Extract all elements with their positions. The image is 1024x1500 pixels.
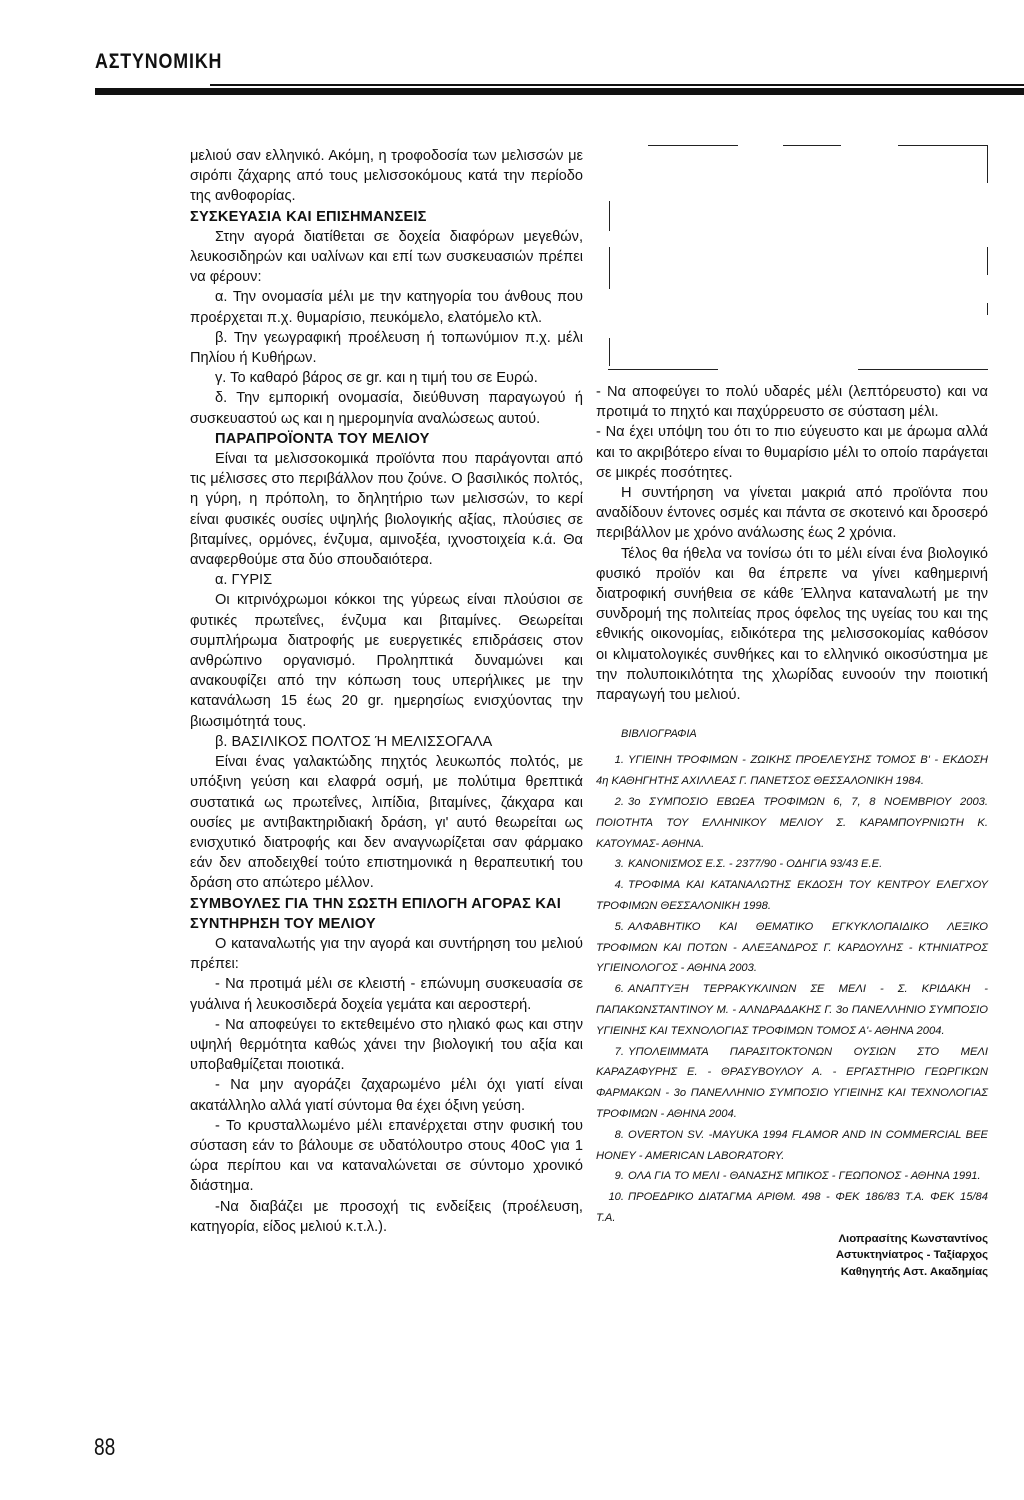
advice-item: - Να αποφεύγει το εκτεθειμένο στο ηλιακό φως και στην υψηλή θερμότητα καθώς χάνει την βιολογική του αξία και υποβαθμίζεται ποιοτικά.: [190, 1016, 583, 1074]
page-number: 88: [94, 1434, 116, 1461]
byproducts-heading: ΠΑΡΑΠΡΟΪΟΝΤΑ ΤΟΥ ΜΕΛΙΟΥ: [215, 430, 430, 447]
packaging-intro: Στην αγορά διατίθεται σε δοχεία διαφόρων μεγεθών, λευκοσιδηρών και υαλίνων και επί των συσκευασιών πρέπει να φέρουν:: [190, 228, 583, 286]
bibliography-item: 4. ΤΡΟΦΙΜΑ ΚΑΙ ΚΑΤΑΝΑΛΩΤΗΣ ΕΚΔΟΣΗ ΤΟΥ ΚΕΝΤΡΟΥ ΕΛΕΓΧΟΥ ΤΡΟΦΙΜΩΝ ΘΕΣΣΑΛΟΝΙΚΗ 1998.: [596, 879, 988, 913]
label-item-c: γ. Το καθαρό βάρος σε gr. και η τιμή του σε Ευρώ.: [215, 370, 538, 387]
image-placeholder-frame: [608, 145, 988, 370]
advice-item: - Να προτιμά μέλι σε κλειστή - επώνυμη συσκευασία σε γυάλινα ή λευκοσιδερά δοχεία γεμάτα και αεροστερή.: [190, 976, 583, 1013]
bibliography-item: 5. ΑΛΦΑΒΗΤΙΚΟ ΚΑΙ ΘΕΜΑΤΙΚΟ ΕΓΚΥΚΛΟΠΑΙΔΙΚΟ ΛΕΞΙΚΟ ΤΡΟΦΙΜΩΝ ΚΑΙ ΠΟΤΩΝ - ΑΛΕΞΑΝΔΡΟΣ Γ. ΚΑΡΔΟΥΛΗΣ - ΚΤΗΝΙΑΤΡΟΣ ΥΓΙΕΙΝΟΛΟΓΟΣ - ΑΘΗΝΑ 2003.: [596, 920, 988, 975]
author-name: Λιοπρασίτης Κωνσταντίνος: [838, 1232, 988, 1245]
label-item-d: δ. Την εμπορική ονομασία, διεύθυνση παραγωγού ή συσκευαστού ως και η ημερομηνία αναλώσεως αυτού.: [190, 390, 583, 427]
bibliography-item: 8. OVERTON SV. -MAYUKA 1994 FLAMOR AND IN COMMERCIAL BEE HONEY - AMERICAN LABORATORY.: [596, 1128, 988, 1162]
bibliography-item: 2. 3ο ΣΥΜΠΟΣΙΟ ΕΒΩΕΑ ΤΡΟΦΙΜΩΝ 6, 7, 8 ΝΟΕΜΒΡΙΟΥ 2003. ΠΟΙΟΤΗΤΑ ΤΟΥ ΕΛΛΗΝΙΚΟΥ ΜΕΛΙΟΥ Σ. ΚΑΡΑΜΠΟΥΡΝΙΩΤΗ Κ. ΚΑΤΟΥΜΑΣ- ΑΘΗΝΑ.: [596, 796, 988, 850]
author-position: Καθηγητής Αστ. Ακαδημίας: [840, 1265, 988, 1278]
header-rule: [210, 84, 1024, 86]
advice-item: - Να αποφεύγει το πολύ υδαρές μέλι (λεπτόρευστο) και να προτιμά το πηχτό και παχύρρευστο σε σύσταση μέλι.: [596, 384, 988, 421]
magazine-title: ΑΣΤΥΝΟΜΙΚΗ: [95, 50, 223, 73]
author-rank: Αστυκτηνίατρος - Ταξίαρχος: [835, 1249, 988, 1262]
packaging-heading: ΣΥΣΚΕΥΑΣΙΑ ΚΑΙ ΕΠΙΣΗΜΑΝΣΕΙΣ: [190, 208, 427, 225]
bibliography-item: 3. ΚΑΝΟΝΙΣΜΟΣ Ε.Σ. - 2377/90 - ΟΔΗΓΙΑ 93/43 Ε.Ε.: [614, 858, 883, 871]
pollen-title: α. ΓΥΡΙΣ: [215, 572, 273, 589]
byproducts-paragraph: Είναι τα μελισσοκομικά προϊόντα που παράγονται από τις μέλισσες στο περιβάλλον που ζούνε. Ο βασιλικός πολτός, η γύρη, η πρόπολη, το δηλητήριο των μελισσών, το κερί είναι φυσικές ουσίες υψηλής βιολογικής αξίας, πλούσιες σε βιταμίνες, ορμόνες, ένζυμα, αμινοξέα, ιχνοστοιχεία κ.ά. Θα αναφερθούμε στα δύο σπουδαιότερα.: [190, 451, 583, 569]
advice-intro: Ο καταναλωτής για την αγορά και συντήρηση του μελιού πρέπει:: [190, 935, 583, 973]
intro-paragraph: μελιού σαν ελληνικό. Ακόμη, η τροφοδοσία των μελισσών με σιρόπι ζάχαρης από τους μελισσοκόμους κατά την περίοδο της ανθοφορίας.: [190, 148, 583, 205]
conclusion-paragraph: Τέλος θα ήθελα να τονίσω ότι το μέλι είναι ένα βιολογικό φυσικό προϊόν και θα έπρεπε να γίνει καθημερινή διατροφική συνήθεια σε κάθε Έλληνα καταναλωτή με την συνδρομή της πολιτείας προς όφελος της υγείας του και της εθνικής οικονομίας, ειδικότερα της μελισσοκομίας καθόσον οι κλιματολογικές συνθήκες και το ελληνικό οικοσύστημα με την πολυποικιλότητα της χλωρίδας ευνοούν την ποιοτική παραγωγή του μελιού.: [596, 545, 988, 704]
label-item-a: α. Την ονομασία μέλι με την κατηγορία του άνθους που προέρχεται π.χ. θυμαρίσιο, πευκόμελο, ελατόμελο κτλ.: [190, 289, 583, 326]
bibliography-title: ΒΙΒΛΙΟΓΡΑΦΙΑ: [621, 728, 697, 741]
advice-item: -Να διαβάζει με προσοχή τις ενδείξεις (προέλευση, κατηγορία, είδος μελιού κ.τ.λ.).: [190, 1198, 583, 1235]
storage-paragraph: Η συντήρηση να γίνεται μακριά από προϊόντα που αναδίδουν έντονες οσμές και πάντα σε σκοτεινό και δροσερό περιβάλλον με χρόνο ανάλωσης έως 2 χρόνια.: [596, 485, 988, 542]
bibliography-item: 1. ΥΓΙΕΙΝΗ ΤΡΟΦΙΜΩΝ - ΖΩΙΚΗΣ ΠΡΟΕΛΕΥΣΗΣ ΤΟΜΟΣ Β' - ΕΚΔΟΣΗ 4η ΚΑΘΗΓΗΤΗΣ ΑΧΙΛΛΕΑΣ Γ. ΠΑΝΕΤΣΟΣ ΘΕΣΣΑΛΟΝΙΚΗ 1984.: [596, 754, 988, 788]
pollen-paragraph: Οι κιτρινόχρωμοι κόκκοι της γύρεως είναι πλούσιοι σε φυτικές πρωτεΐνες, ένζυμα και βιταμίνες. Θεωρείται συμπλήρωμα διατροφής με ευεργετικές επιδράσεις στον ανθρώπινο οργανισμό. Προληπτικά δυναμώνει και ανακουφίζει από την κόπωση τους υπερήλικες με την κατανάλωση 15 έως 20 gr. ημερησίως ενισχύοντας την βιωσιμότητά τους.: [190, 592, 583, 730]
bibliography-item: 6. ΑΝΑΠΤΥΞΗ ΤΕΡΡΑΚΥΚΛΙΝΩΝ ΣΕ ΜΕΛΙ - Σ. ΚΡΙΔΑΚΗ - ΠΑΠΑΚΩΝΣΤΑΝΤΙΝΟΥ Μ. - ΑΛΝΔΡΑΔΑΚΗΣ Γ. 3ο ΠΑΝΕΛΛΗΝΙΟ ΣΥΜΠΟΣΙΟ ΥΓΙΕΙΝΗΣ ΚΑΙ ΤΕΧΝΟΛΟΓΙΑΣ ΤΡΟΦΙΜΩΝ ΤΟΜΟΣ Α'- ΑΘΗΝΑ 2004.: [596, 983, 988, 1037]
author-signature: [596, 1231, 988, 1281]
advice-item: - Το κρυσταλλωμένο μέλι επανέρχεται στην φυσική του σύσταση εάν το βάλουμε σε υδατόλουτρο στους 40oC για 1 ώρα περίπου και να καταναλώνεται σε σύντομο χρονικό διάστημα.: [190, 1117, 583, 1195]
bibliography-item: 9. ΟΛΑ ΓΙΑ ΤΟ ΜΕΛΙ - ΘΑΝΑΣΗΣ ΜΠΙΚΟΣ - ΓΕΩΠΟΝΟΣ - ΑΘΗΝΑ 1991.: [614, 1170, 981, 1183]
label-item-b: β. Την γεωγραφική προέλευση ή τοπωνύμιον π.χ. μέλι Πηλίου ή Κυθήρων.: [190, 329, 583, 367]
advice-item: - Να μην αγοράζει ζαχαρωμένο μέλι όχι γιατί είναι ακατάλληλο αλλά γιατί σύντομα θα έχει όξινη γεύση.: [190, 1077, 583, 1114]
right-column: [596, 382, 988, 1280]
header-bar: [95, 88, 1024, 95]
bibliography-item: 7. ΥΠΟΛΕΙΜΜΑΤΑ ΠΑΡΑΣΙΤΟΚΤΟΝΩΝ ΟΥΣΙΩΝ ΣΤΟ ΜΕΛΙ ΚΑΡΑΖΑΦΥΡΗΣ Ε. - ΘΡΑΣΥΒΟΥΛΟΥ Α. - ΕΡΓΑΣΤΗΡΙΟ ΓΕΩΡΓΙΚΩΝ ΦΑΡΜΑΚΩΝ - 3ο ΠΑΝΕΛΛΗΝΙΟ ΣΥΜΠΟΣΙΟ ΥΓΙΕΙΝΗΣ ΚΑΙ ΤΕΧΝΟΛΟΓΙΑΣ ΤΡΟΦΙΜΩΝ - ΑΘΗΝΑ 2004.: [596, 1045, 988, 1120]
bibliography-list: [596, 750, 988, 1228]
left-column: [190, 146, 583, 1237]
royal-jelly-paragraph: Είναι ένας γαλακτώδης πηχτός λευκωπός πολτός, με υπόξινη γεύση και ελαφρά οσμή, με πολύτιμα θρεπτικά συστατικά ως πρωτεΐνες, λιπίδια, βιταμίνες, ζάκχαρα και ουσίες με αντιβακτηριδιακή δράση, γι' αυτό θεωρείται ως ενισχυτικό διατροφής και δεν αναγνωρίζεται σαν φάρμακο εάν δεν αποδειχθεί τούτο επιστημονικά η θεραπευτική του δράση στο απώτερο μέλλον.: [190, 754, 583, 892]
bibliography-item: 10. ΠΡΟΕΔΡΙΚΟ ΔΙΑΤΑΓΜΑ ΑΡΙΘΜ. 498 - ΦΕΚ 186/83 Τ.Α. ΦΕΚ 15/84 Τ.Α.: [596, 1191, 988, 1224]
advice-heading: ΣΥΜΒΟΥΛΕΣ ΓΙΑ ΤΗΝ ΣΩΣΤΗ ΕΠΙΛΟΓΗ ΑΓΟΡΑΣ ΚΑΙ ΣΥΝΤΗΡΗΣΗ ΤΟΥ ΜΕΛΙΟΥ: [190, 895, 562, 932]
advice-item: - Να έχει υπόψη του ότι το πιο εύγευστο και με άρωμα αλλά και το ακριβότερο είναι το θυμαρίσιο μέλι το οποίο παράγεται σε μικρές ποσότητες.: [596, 424, 988, 481]
royal-jelly-title: β. ΒΑΣΙΛΙΚΟΣ ΠΟΛΤΟΣ Ή ΜΕΛΙΣΣΟΓΑΛΑ: [215, 733, 493, 750]
